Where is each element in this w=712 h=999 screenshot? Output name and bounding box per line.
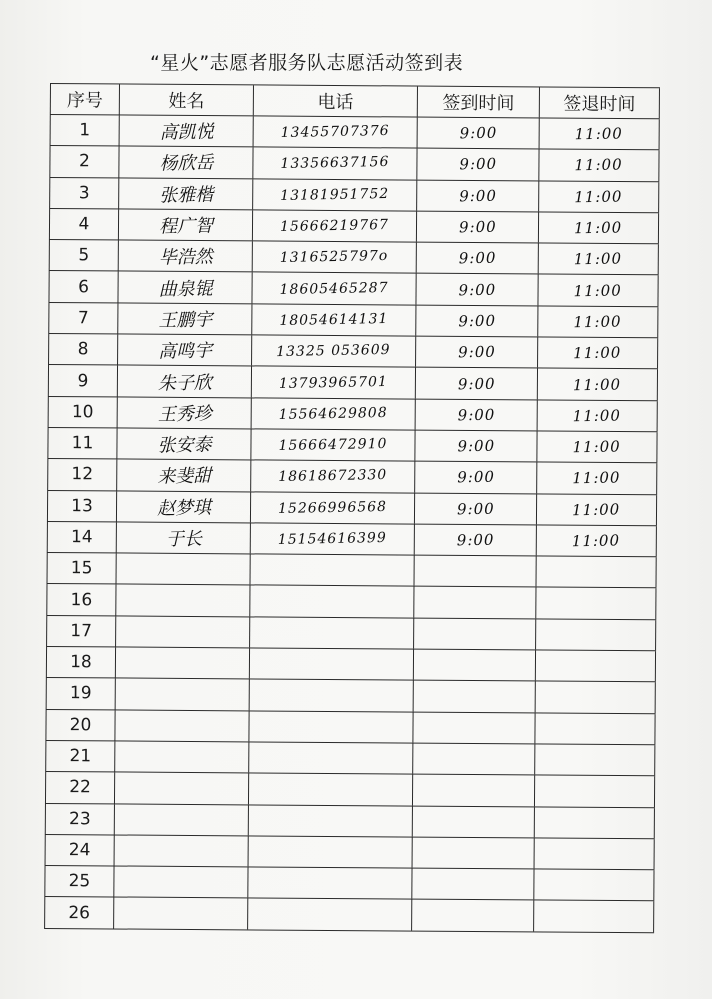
- table-row: [47, 428, 657, 464]
- cell-sign-out-time: [538, 275, 658, 306]
- cell-row-index: [44, 897, 114, 928]
- header-index: 序号: [50, 84, 120, 114]
- cell-row-index: [46, 678, 116, 709]
- table-row: [46, 678, 656, 714]
- cell-signature-name: [118, 303, 252, 334]
- cell-sign-in-time: [417, 149, 539, 180]
- sign-out-time: 11:00: [572, 437, 622, 457]
- cell-signature-name: [116, 679, 250, 710]
- row-index: 21: [69, 746, 92, 767]
- cell-phone-number: [252, 398, 416, 429]
- cell-sign-in-time: [416, 305, 538, 336]
- cell-sign-in-time: [414, 681, 536, 712]
- cell-sign-in-time: [413, 712, 535, 743]
- cell-phone-number: [249, 742, 413, 773]
- cell-sign-in-time: [413, 775, 535, 806]
- cell-sign-in-time: [416, 399, 538, 430]
- cell-signature-name: [116, 616, 250, 647]
- sign-in-time: 9:00: [456, 499, 495, 519]
- sign-out-time: 11:00: [573, 280, 623, 300]
- table-row: [47, 459, 657, 495]
- cell-sign-out-time: [538, 400, 658, 431]
- cell-phone-number: [254, 116, 418, 147]
- phone-number: 15564629808: [278, 404, 388, 423]
- table-body: [44, 115, 660, 933]
- cell-sign-in-time: [414, 556, 536, 587]
- phone-number: 13325 053609: [276, 342, 391, 361]
- cell-signature-name: [119, 147, 253, 178]
- row-index: 2: [78, 151, 90, 172]
- cell-phone-number: [252, 273, 416, 304]
- cell-sign-out-time: [534, 901, 654, 932]
- cell-sign-out-time: [539, 244, 659, 275]
- phone-number: 1316525797o: [279, 248, 389, 267]
- cell-sign-out-time: [537, 431, 657, 462]
- sign-out-time: 11:00: [572, 468, 622, 488]
- signature-name: 杨欣岳: [158, 152, 214, 175]
- signature-name: 张雅楷: [158, 184, 213, 207]
- table-header: [50, 83, 660, 119]
- sign-out-time: 11:00: [574, 187, 623, 207]
- cell-row-index: [49, 146, 119, 177]
- cell-sign-out-time: [535, 807, 655, 838]
- cell-sign-in-time: [418, 118, 540, 149]
- row-index: 26: [68, 902, 91, 923]
- row-index: 6: [78, 276, 90, 297]
- cell-phone-number: [250, 680, 414, 711]
- phone-number: 13793965701: [278, 373, 389, 392]
- cell-phone-number: [248, 868, 412, 899]
- cell-sign-in-time: [415, 493, 537, 524]
- cell-row-index: [49, 240, 119, 271]
- sign-in-time: 9:00: [456, 530, 495, 550]
- table-row: [49, 240, 659, 276]
- cell-phone-number: [251, 523, 415, 554]
- cell-sign-in-time: [416, 274, 538, 305]
- cell-signature-name: [118, 272, 252, 303]
- cell-phone-number: [250, 648, 414, 679]
- sign-in-table: [44, 83, 660, 933]
- sign-in-time: 9:00: [458, 186, 497, 206]
- cell-row-index: [49, 209, 119, 240]
- sign-out-time: 11:00: [573, 374, 622, 394]
- signature-name: 高鸣宇: [157, 340, 212, 363]
- cell-phone-number: [249, 774, 413, 805]
- cell-phone-number: [251, 492, 415, 523]
- sign-in-time: 9:00: [458, 280, 497, 299]
- sign-in-time: 9:00: [458, 155, 497, 174]
- cell-signature-name: [118, 397, 252, 428]
- cell-phone-number: [253, 242, 417, 273]
- cell-sign-out-time: [536, 650, 656, 681]
- table-row: [47, 522, 657, 558]
- cell-sign-in-time: [414, 587, 536, 618]
- row-index: 11: [71, 433, 94, 454]
- sign-in-time: 9:00: [459, 123, 498, 143]
- table-row: [48, 397, 658, 433]
- signature-name: 赵梦琪: [156, 497, 211, 520]
- table-row: [45, 835, 655, 871]
- cell-sign-in-time: [415, 431, 537, 462]
- cell-signature-name: [115, 835, 249, 866]
- sign-out-time: 11:00: [572, 531, 621, 551]
- cell-row-index: [47, 428, 117, 459]
- sign-in-time: 9:00: [457, 374, 496, 393]
- cell-row-index: [47, 459, 117, 490]
- table-row: [48, 365, 658, 401]
- header-name: 姓名: [120, 84, 254, 115]
- cell-signature-name: [116, 648, 250, 679]
- phone-number: 13181951752: [280, 185, 390, 204]
- row-index: 16: [70, 589, 93, 610]
- cell-phone-number: [253, 210, 417, 241]
- cell-sign-out-time: [536, 557, 656, 588]
- cell-sign-in-time: [416, 337, 538, 368]
- cell-phone-number: [252, 367, 416, 398]
- table-row: [44, 866, 654, 902]
- cell-row-index: [48, 397, 118, 428]
- phone-number: 18605465287: [279, 279, 389, 298]
- phone-number: 15666219767: [279, 216, 390, 236]
- cell-sign-in-time: [412, 869, 534, 900]
- cell-signature-name: [115, 773, 249, 804]
- cell-row-index: [49, 178, 119, 209]
- cell-sign-out-time: [535, 744, 655, 775]
- cell-sign-out-time: [538, 369, 658, 400]
- cell-signature-name: [119, 178, 253, 209]
- signature-name: 曲泉锟: [157, 278, 213, 301]
- cell-row-index: [48, 365, 118, 396]
- cell-sign-in-time: [415, 462, 537, 493]
- table-row: [48, 271, 658, 307]
- cell-row-index: [48, 271, 118, 302]
- signature-name: 来斐甜: [156, 465, 211, 488]
- phone-number: 13356637156: [280, 154, 390, 173]
- cell-phone-number: [253, 179, 417, 210]
- table-row: [47, 491, 657, 527]
- cell-sign-out-time: [538, 337, 658, 368]
- cell-phone-number: [250, 617, 414, 648]
- cell-phone-number: [249, 836, 413, 867]
- cell-sign-in-time: [417, 180, 539, 211]
- cell-phone-number: [250, 586, 414, 617]
- signature-name: 高凯悦: [158, 121, 214, 144]
- cell-sign-out-time: [540, 118, 660, 149]
- row-index: 5: [78, 245, 90, 266]
- cell-sign-out-time: [537, 525, 657, 556]
- cell-signature-name: [118, 366, 252, 397]
- row-index: 12: [71, 464, 94, 485]
- row-index: 9: [77, 370, 89, 391]
- cell-signature-name: [114, 898, 248, 929]
- cell-sign-in-time: [414, 618, 536, 649]
- cell-row-index: [47, 522, 117, 553]
- cell-sign-out-time: [536, 588, 656, 619]
- sign-out-time: 11:00: [573, 312, 623, 332]
- sign-in-time: 9:00: [457, 311, 496, 331]
- table-row: [48, 334, 658, 370]
- cell-signature-name: [115, 804, 249, 835]
- cell-sign-in-time: [413, 743, 535, 774]
- cell-signature-name: [117, 522, 251, 553]
- cell-sign-out-time: [535, 776, 655, 807]
- cell-signature-name: [115, 710, 249, 741]
- table-row: [48, 303, 658, 339]
- cell-signature-name: [118, 335, 252, 366]
- cell-row-index: [48, 334, 118, 365]
- cell-sign-out-time: [536, 619, 656, 650]
- cell-row-index: [45, 710, 115, 741]
- table-row: [50, 115, 660, 151]
- cell-signature-name: [116, 585, 250, 616]
- cell-phone-number: [251, 429, 415, 460]
- row-index: 8: [77, 339, 89, 360]
- row-index: 10: [71, 401, 94, 423]
- table-row: [45, 804, 655, 840]
- row-index: 14: [70, 527, 93, 548]
- page-title: “星火”志愿者服务队志愿活动签到表: [150, 52, 464, 74]
- cell-sign-out-time: [538, 306, 658, 337]
- sign-out-time: 11:00: [573, 343, 622, 363]
- cell-row-index: [45, 772, 115, 803]
- header-sign-out-time: 签退时间: [540, 87, 660, 118]
- sign-out-time: 11:00: [574, 124, 624, 144]
- table-row: [49, 146, 659, 182]
- sign-out-time: 11:00: [572, 500, 621, 519]
- sign-in-time: 9:00: [458, 248, 497, 268]
- cell-phone-number: [252, 335, 416, 366]
- table-row: [45, 710, 655, 746]
- table-row: [49, 178, 659, 214]
- cell-sign-out-time: [535, 713, 655, 744]
- table-row: [46, 616, 656, 652]
- cell-sign-in-time: [412, 900, 534, 931]
- cell-sign-out-time: [537, 494, 657, 525]
- table-row: [49, 209, 659, 245]
- cell-sign-in-time: [417, 211, 539, 242]
- cell-sign-in-time: [414, 650, 536, 681]
- cell-signature-name: [120, 115, 254, 146]
- row-index: 22: [69, 777, 91, 798]
- cell-phone-number: [251, 461, 415, 492]
- cell-row-index: [45, 804, 115, 835]
- cell-row-index: [45, 741, 115, 772]
- cell-signature-name: [119, 241, 253, 272]
- table-row: [45, 772, 655, 808]
- cell-sign-out-time: [536, 682, 656, 713]
- row-index: 7: [77, 308, 89, 329]
- sign-out-time: 11:00: [573, 249, 623, 269]
- cell-sign-in-time: [415, 524, 537, 555]
- table-row: [46, 584, 656, 620]
- phone-number: 15154616399: [277, 529, 387, 549]
- table-row: [45, 741, 655, 777]
- cell-signature-name: [117, 491, 251, 522]
- row-index: 23: [68, 808, 91, 829]
- cell-signature-name: [117, 428, 251, 459]
- cell-signature-name: [114, 867, 248, 898]
- row-index: 25: [68, 871, 91, 892]
- phone-number: 15666472910: [278, 436, 388, 455]
- cell-phone-number: [252, 304, 416, 335]
- row-index: 24: [68, 840, 91, 861]
- table-row: [46, 553, 656, 589]
- sign-in-time: 9:00: [456, 436, 495, 456]
- row-index: 3: [78, 182, 90, 204]
- sign-out-time: 11:00: [574, 218, 623, 238]
- phone-number: 15266996568: [277, 498, 388, 517]
- cell-signature-name: [117, 554, 251, 585]
- row-index: 19: [69, 683, 92, 704]
- cell-row-index: [45, 835, 115, 866]
- cell-row-index: [46, 616, 116, 647]
- cell-phone-number: [251, 555, 415, 586]
- cell-row-index: [48, 303, 118, 334]
- sign-in-time: 9:00: [456, 468, 495, 487]
- cell-sign-in-time: [413, 837, 535, 868]
- row-index: 17: [70, 621, 93, 642]
- cell-phone-number: [249, 711, 413, 742]
- cell-sign-out-time: [539, 150, 659, 181]
- table-row: [44, 897, 654, 933]
- cell-row-index: [50, 115, 120, 146]
- header-phone: 电话: [254, 85, 418, 116]
- row-index: 15: [70, 558, 93, 579]
- sign-in-time: 9:00: [457, 342, 496, 362]
- row-index: 13: [71, 495, 93, 517]
- signature-name: 王秀珍: [157, 403, 212, 426]
- cell-phone-number: [249, 805, 413, 836]
- sign-out-time: 11:00: [572, 406, 622, 426]
- cell-sign-out-time: [537, 463, 657, 494]
- phone-number: 18054614131: [279, 310, 389, 329]
- cell-phone-number: [253, 148, 417, 179]
- cell-sign-out-time: [534, 870, 654, 901]
- cell-sign-in-time: [416, 368, 538, 399]
- row-index: 1: [79, 120, 91, 141]
- header-sign-in-time: 签到时间: [418, 87, 540, 118]
- cell-sign-out-time: [539, 181, 659, 212]
- signature-name: 王鹏宇: [157, 309, 213, 332]
- signature-name: 张安泰: [156, 434, 212, 457]
- signature-name: 程广智: [158, 215, 213, 238]
- row-index: 18: [70, 652, 92, 673]
- cell-phone-number: [248, 899, 412, 930]
- cell-signature-name: [115, 741, 249, 772]
- cell-row-index: [44, 866, 114, 897]
- row-index: 20: [69, 714, 92, 736]
- signature-name: 朱子欣: [157, 371, 212, 394]
- cell-sign-out-time: [535, 838, 655, 869]
- cell-signature-name: [119, 209, 253, 240]
- signature-name: 毕浩然: [158, 246, 213, 269]
- phone-number: 18618672330: [278, 467, 388, 486]
- sign-in-time: 9:00: [457, 405, 496, 425]
- cell-sign-in-time: [417, 243, 539, 274]
- sign-in-time: 9:00: [458, 217, 497, 237]
- cell-row-index: [46, 584, 116, 615]
- signature-name: 于长: [165, 528, 202, 551]
- sign-out-time: 11:00: [574, 155, 624, 175]
- phone-number: 13455707376: [280, 123, 390, 142]
- cell-sign-out-time: [539, 212, 659, 243]
- cell-sign-in-time: [413, 806, 535, 837]
- table-row: [46, 647, 656, 683]
- cell-signature-name: [117, 460, 251, 491]
- cell-row-index: [47, 491, 117, 522]
- row-index: 4: [78, 214, 90, 235]
- cell-row-index: [47, 553, 117, 584]
- cell-row-index: [46, 647, 116, 678]
